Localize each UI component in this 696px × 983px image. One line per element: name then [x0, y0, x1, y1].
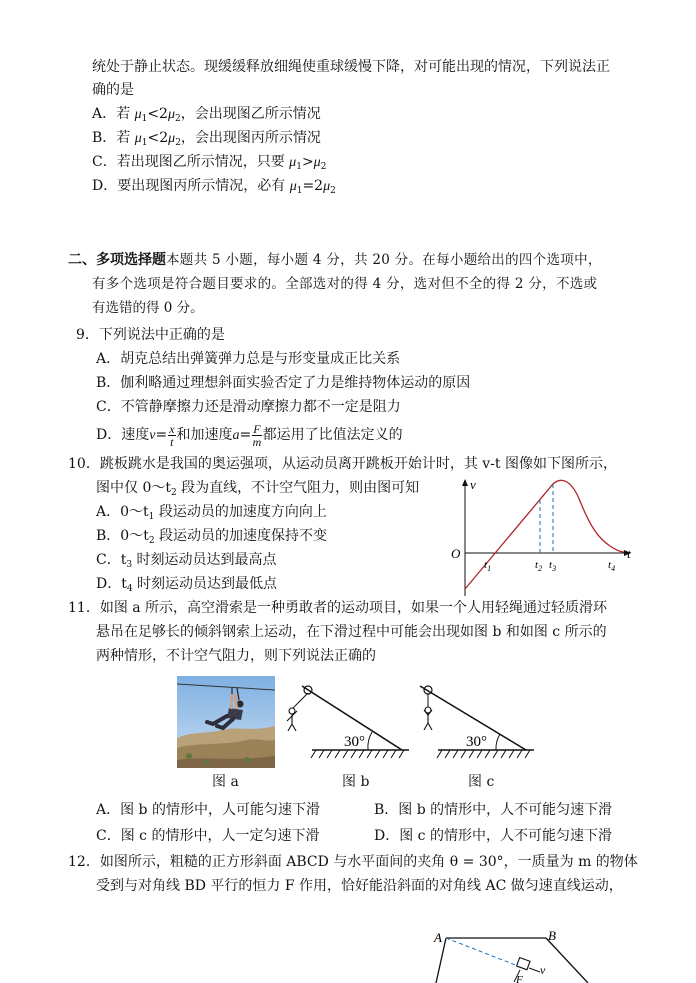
q10-stem-line2: 图中仅 $0\sim t_2$ 段为直线，不计空气阻力，则由图可知 — [96, 480, 420, 498]
force-label: F — [516, 974, 523, 983]
fig-b-diagram — [284, 680, 414, 760]
person-icon — [424, 707, 432, 730]
vertex-a-label: A — [434, 930, 442, 945]
rope — [293, 693, 308, 708]
q11-stem-line1: 11．如图 a 所示，高空滑索是一种勇敢者的运动项目，如果一个人用轻绳通过轻质滑环 — [68, 600, 608, 616]
q12-stem-line1: 12．如图所示，粗糙的正方形斜面 ABCD 与水平面间的夹角 θ = 30°，一质量为 m 的物体 — [68, 854, 638, 870]
t3-label: $t_3$ — [549, 559, 557, 573]
t1-label: $t_1$ — [484, 559, 492, 573]
fraction-f-over-m: $\frac{F}{m}$ — [252, 421, 262, 449]
section2-title: 二、多项选择题 — [68, 252, 166, 268]
vertex-b-label: B — [548, 928, 556, 943]
option-text: A．若 — [92, 106, 135, 122]
q8-option-b[interactable]: B．若 $\mu_1<2\mu_2$，会出现图丙所示情况 — [92, 130, 321, 148]
q10-option-a[interactable]: A．$0\sim t_1$ 段运动员的加速度方向向上 — [96, 504, 327, 522]
fraction-x-over-t: $\frac{x}{t}$ — [169, 421, 175, 449]
q10-option-d[interactable]: D．$t_4$ 时刻运动员达到最低点 — [96, 576, 278, 594]
q11-option-c[interactable]: C．图 c 的情形中，人一定匀速下滑 — [96, 828, 320, 844]
angle-label: 30° — [344, 734, 365, 750]
q9-stem: 9．下列说法中正确的是 — [76, 327, 225, 343]
v-axis-label: v — [470, 477, 476, 492]
section2-desc-line1: 本题共 5 小题，每小题 4 分，共 20 分。在每小题给出的四个选项中， — [166, 252, 602, 268]
q9-option-a[interactable]: A．胡克总结出弹簧弹力总是与形变量成正比关系 — [96, 351, 401, 367]
fig-c-diagram — [412, 680, 538, 760]
q10-stem-line1: 10．跳板跳水是我国的奥运强项，从运动员离开跳板开始计时，其 v-t 图像如下图所示， — [68, 456, 617, 472]
q10-option-b[interactable]: B．$0\sim t_2$ 段运动员的加速度保持不变 — [96, 528, 328, 546]
diagonal-ac — [446, 938, 518, 966]
angle-label: 30° — [466, 734, 487, 750]
person-icon — [287, 708, 297, 731]
q8-stem-line1: 统处于静止状态。现缓缓释放细绳使重球缓慢下降，对可能出现的情况，下列说法正 — [92, 59, 610, 75]
q11-option-a[interactable]: A．图 b 的情形中，人可能匀速下滑 — [96, 802, 320, 818]
t4-label: $t_4$ — [608, 559, 616, 573]
fig-b-caption: 图 b — [342, 774, 370, 790]
q12-stem-line2: 受到与对角线 BD 平行的恒力 F 作用，恰好能沿斜面的对角线 AC 做匀速直线运动， — [96, 878, 623, 894]
section2-desc-line3: 有选错的得 0 分。 — [92, 300, 204, 316]
origin-label: O — [451, 546, 461, 561]
q11-stem-line3: 两种情形，不计空气阻力，则下列说法正确的 — [96, 648, 376, 664]
section2-desc-line2: 有多个选项是符合题目要求的。全部选对的得 4 分，选对但不全的得 2 分，不选或 — [92, 276, 598, 292]
q9-option-c[interactable]: C．不管静摩擦力还是滑动摩擦力都不一定是阻力 — [96, 399, 401, 415]
t2-label: $t_2$ — [535, 559, 543, 573]
q10-option-c[interactable]: C．$t_3$ 时刻运动员达到最高点 — [96, 552, 277, 570]
zipline-photo — [177, 676, 275, 768]
q9-option-d[interactable]: D．速度v= $\frac{x}{t}$ 和加速度a= $\frac{F}{m}$ 都运用了比值法定义的 — [96, 421, 403, 449]
fig-a-caption: 图 a — [212, 774, 239, 790]
q8-option-d[interactable]: D．要出现图丙所示情况，必有 $\mu_1=2\mu_2$ — [92, 178, 336, 196]
fig-c-caption: 图 c — [468, 774, 495, 790]
q8-option-c[interactable]: C．若出现图乙所示情况，只要 $\mu_1>\mu_2$ — [92, 154, 327, 172]
q11-option-b[interactable]: B．图 b 的情形中，人不可能匀速下滑 — [374, 802, 613, 818]
t-axis-label: t — [627, 546, 631, 561]
vt-graph — [440, 476, 640, 600]
q11-option-d[interactable]: D．图 c 的情形中，人不可能匀速下滑 — [374, 828, 612, 844]
q12-slope-diagram — [428, 926, 598, 983]
block — [517, 958, 530, 970]
q9-option-b[interactable]: B．伽利略通过理想斜面实验否定了力是维持物体运动的原因 — [96, 375, 471, 391]
q11-stem-line2: 悬吊在足够长的倾斜钢索上运动，在下滑过程中可能会出现如图 b 和如图 c 所示的 — [96, 624, 607, 640]
velocity-label: v — [540, 963, 546, 977]
edge-bc — [546, 938, 588, 983]
q8-stem-line2: 确的是 — [92, 82, 134, 98]
q8-option-a[interactable]: A．若 $\mu_1<2\mu_2$，会出现图乙所示情况 — [92, 106, 321, 124]
section2-header — [68, 250, 602, 270]
